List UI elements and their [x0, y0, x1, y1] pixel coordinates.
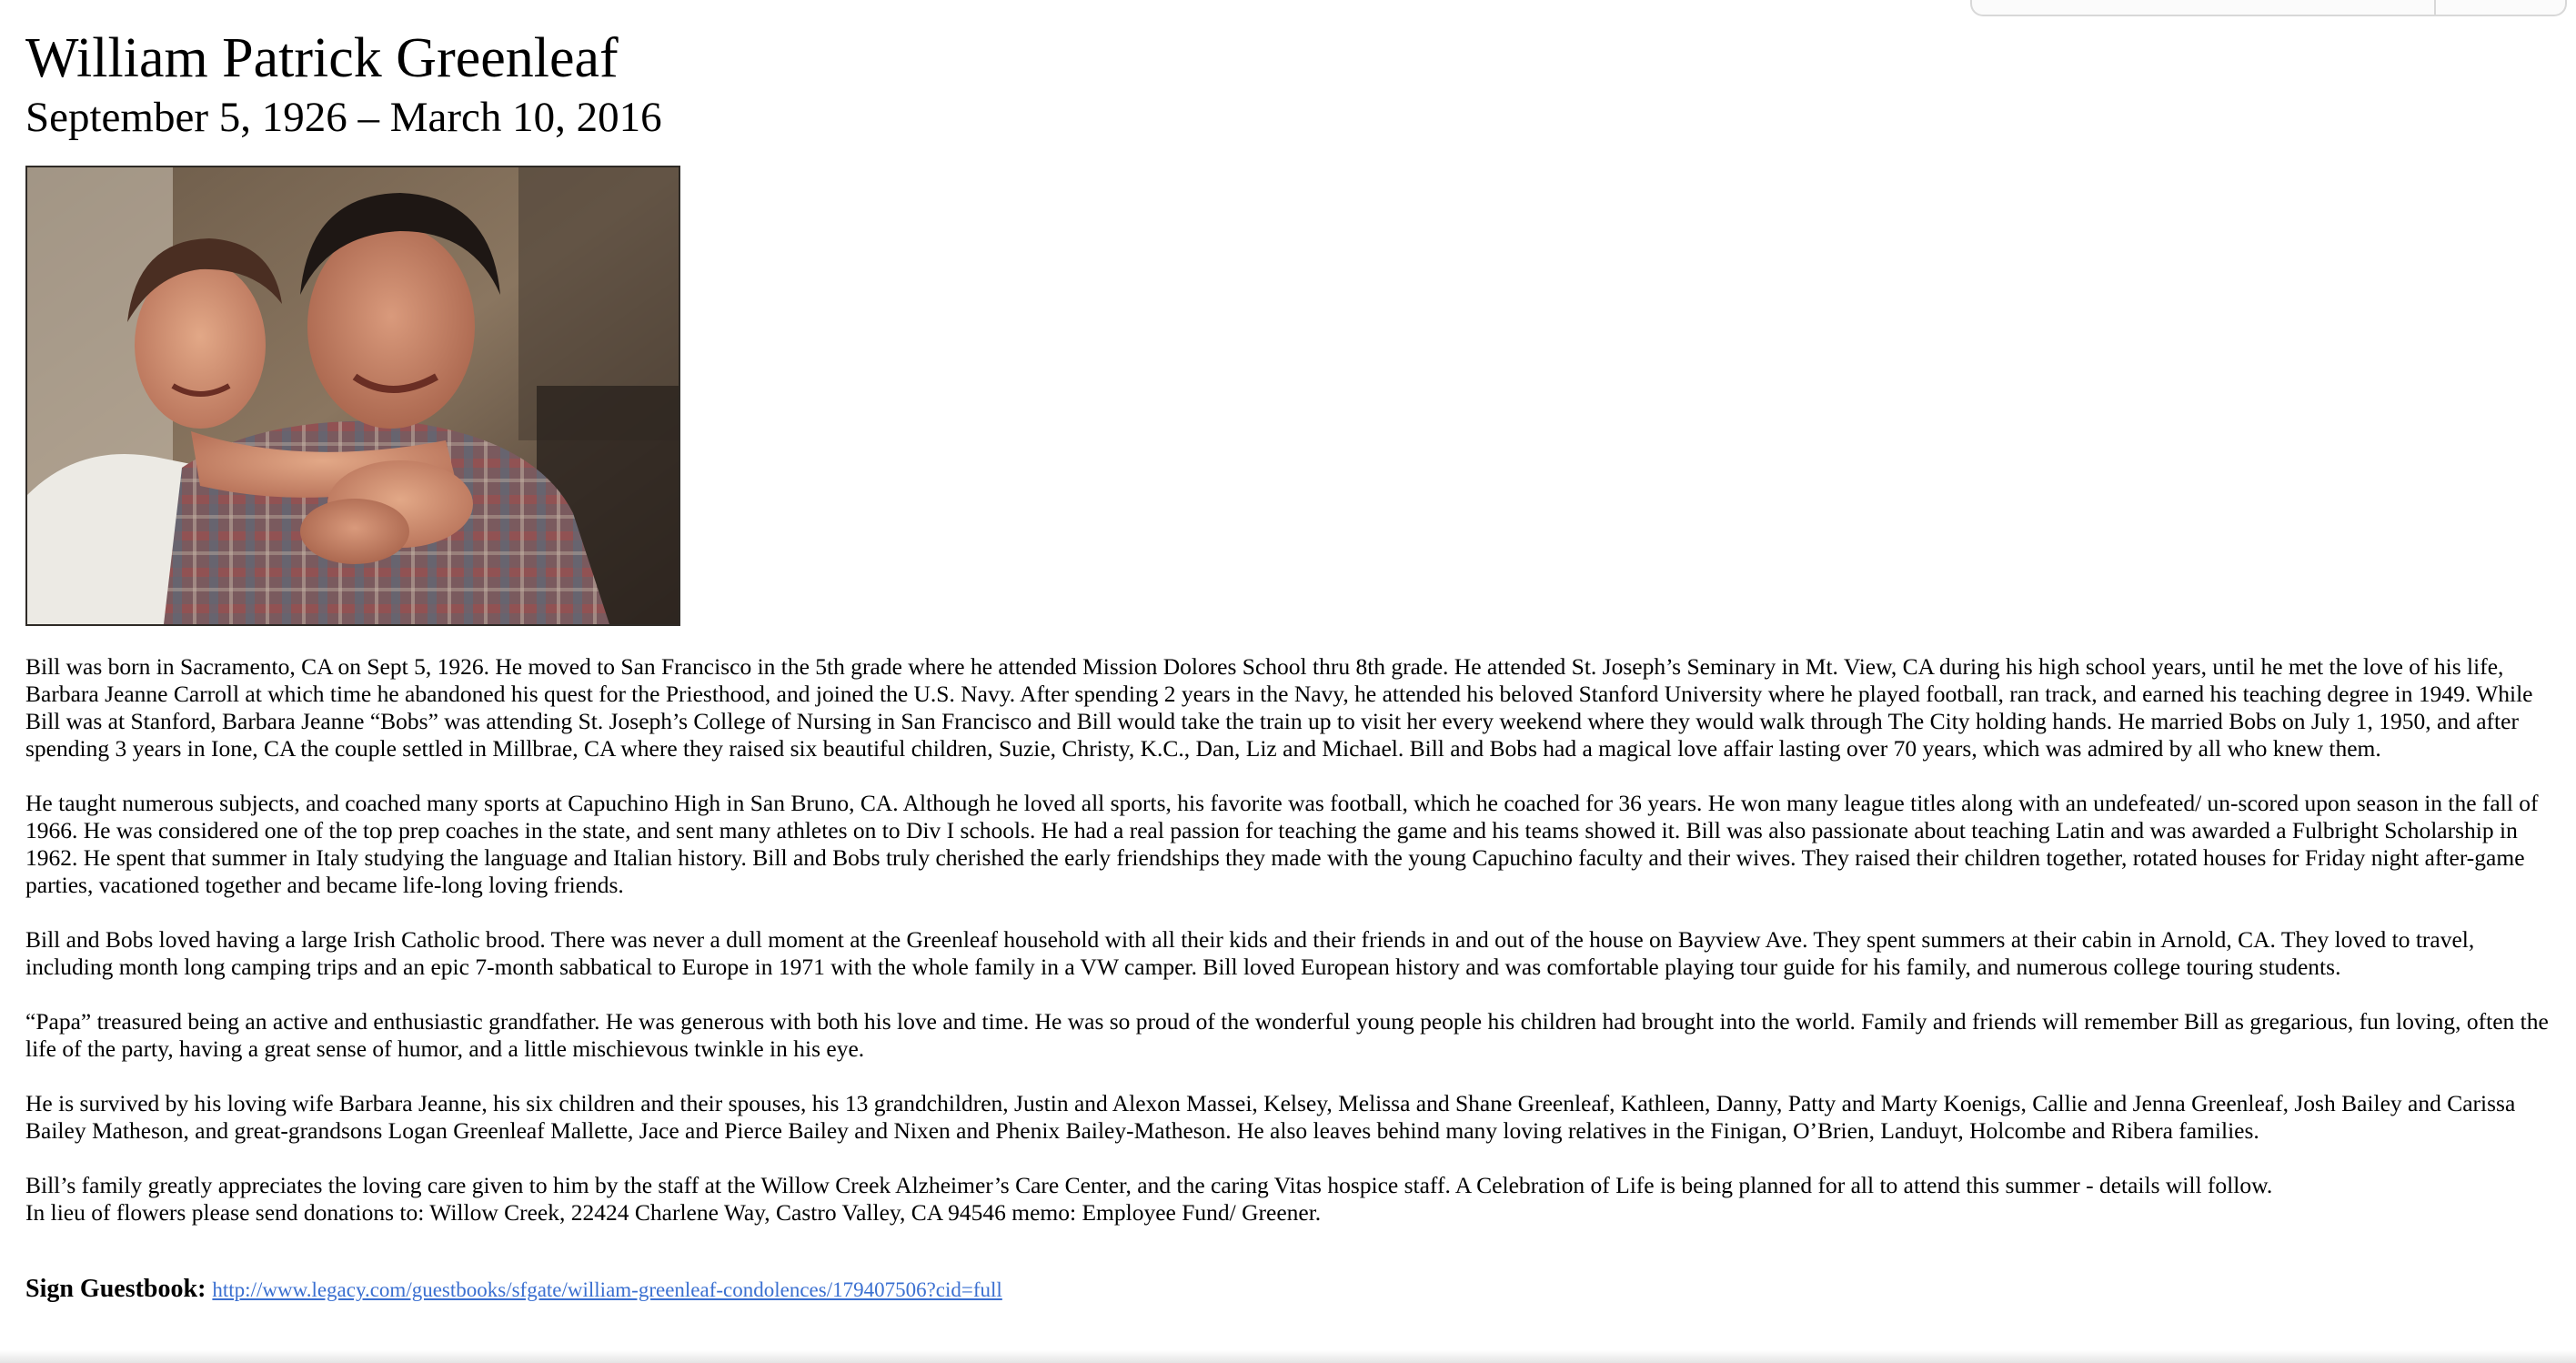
browser-toolbar-widget [1970, 0, 2567, 16]
guestbook-label: Sign Guestbook: [25, 1275, 206, 1303]
paragraph-grandfather: “Papa” treasured being an active and enthusiastic grandfather. He was generous with both his love and time. He was so proud of the wonderful young people his children had brought into the world. Family and friends will remember Bill as gregarious, fun loving, often the life of the party, having a great sense of humor, and a little mischievous twinkle in his eye. [25, 1008, 2549, 1062]
bottom-fade [0, 1350, 2576, 1363]
paragraph-early-life: Bill was born in Sacramento, CA on Sept 5, 1926. He moved to San Francisco in the 5th grade where he attended Mission Dolores School thru 8th grade. He attended St. Joseph’s Seminary in Mt. View, CA during his high school years, until he met the love of his life, Barbara Jeanne Carroll at which time he abandoned his quest for the Priesthood, and joined the U.S. Navy. After spending 2 years in the Navy, he attended his beloved Stanford University where he played football, ran track, and earned his teaching degree in 1949. While Bill was at Stanford, Barbara Jeanne “Bobs” was attending St. Joseph’s College of Nursing in San Francisco and Bill would take the train up to visit her every weekend where they would walk through The City holding hands. He married Bobs on July 1, 1950, and after spending 3 years in Ione, CA the couple settled in Millbrae, CA where they raised six beautiful children, Suzie, Christy, K.C., Dan, Liz and Michael. Bill and Bobs had a magical love affair lasting over 70 years, which was admired by all who knew them. [25, 653, 2533, 762]
obituary-text [25, 653, 2563, 1227]
guestbook-row [25, 1274, 2560, 1306]
paragraph-survivors: He is survived by his loving wife Barbara Jeanne, his six children and their spouses, his 13 grandchildren, Justin and Alexon Massei, Kelsey, Melissa and Shane Greenleaf, Kathleen, Danny, Patty and Marty Koenigs, Callie and Jenna Greenleaf, Josh Bailey and Carissa Bailey Matheson, and great-grandsons Logan Greenleaf Mallette, Jace and Pierce Bailey and Nixen and Phenix Bailey-Matheson. He also leaves behind many loving relatives in the Finigan, O’Brien, Landuyt, Holcombe and Ribera families. [25, 1090, 2516, 1144]
closing-thanks: Bill’s family greatly appreciates the loving care given to him by the staff at the Willow Creek Alzheimer’s Care Center, and the caring Vitas hospice staff. A Celebration of Life is being planned for all to attend this summer - details will follow. [25, 1172, 2273, 1198]
guestbook-link[interactable]: http://www.legacy.com/guestbooks/sfgate/william-greenleaf-condolences/179407506?cid=full [212, 1278, 1002, 1301]
person-name: William Patrick Greenleaf [25, 27, 619, 89]
paragraph-career: He taught numerous subjects, and coached many sports at Capuchino High in San Bruno, CA. Although he loved all sports, his favorite was football, which he coached for 36 years. He won many league titles along with an undefeated/ un-scored upon season in the fall of 1966. He was considered one of the top prep coaches in the state, and sent many athletes on to Div I schools. He had a real passion for teaching the game and his teams showed it. Bill was also passionate about teaching Latin and was awarded a Fulbright Scholarship in 1962. He spent that summer in Italy studying the language and Italian history. Bill and Bobs truly cherished the early friendships they made with the young Capuchino faculty and their wives. They raised their children together, rotated houses for Friday night after-game parties, vacationed together and became life-long loving friends. [25, 790, 2539, 898]
closing-donations: In lieu of flowers please send donations to: Willow Creek, 22424 Charlene Way, Castro Valley, CA 94546 memo: Employee Fund/ Greener. [25, 1199, 1322, 1226]
portrait-photo [25, 166, 680, 626]
obituary-page [25, 25, 2560, 1306]
paragraph-closing [25, 1172, 2563, 1227]
toolbar-divider [2434, 0, 2436, 15]
life-dates: September 5, 1926 – March 10, 2016 [25, 94, 662, 141]
paragraph-family: Bill and Bobs loved having a large Irish Catholic brood. There was never a dull moment at the Greenleaf household with all their kids and their friends in and out of the house on Bayview Ave. They spent summers at their cabin in Arnold, CA. They loved to travel, including month long camping trips and an epic 7-month sabbatical to Europe in 1971 with the whole family in a VW camper. Bill loved European history and was comfortable playing tour guide for his family, and numerous college touring students. [25, 926, 2475, 980]
